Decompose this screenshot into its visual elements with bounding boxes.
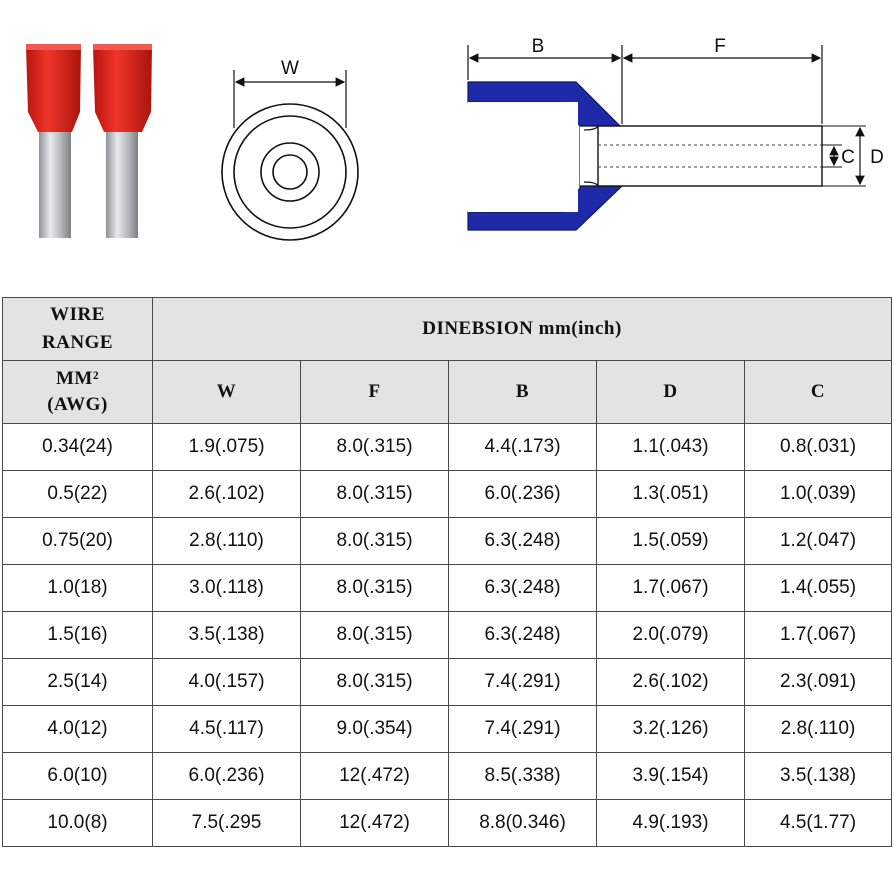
ferrule-photo-left: [26, 44, 81, 238]
dimension-table: [2, 297, 892, 847]
cell-c: 1.7(.067): [745, 612, 892, 659]
mm-awg-header: [3, 361, 153, 424]
cell-c: 1.2(.047): [745, 518, 892, 565]
cell-w: 7.5(.295: [153, 800, 301, 847]
column-header-w: W: [153, 361, 301, 424]
table-row: [3, 612, 892, 659]
wire-range-label: WIRE RANGE: [41, 304, 114, 353]
w-dimension-label: W: [281, 58, 299, 79]
cell-b: 6.0(.236): [449, 471, 597, 518]
cell-f: 8.0(.315): [301, 424, 449, 471]
cell-wire-range: 6.0(10): [3, 753, 153, 800]
cell-w: 1.9(.075): [153, 424, 301, 471]
cell-c: 0.8(.031): [745, 424, 892, 471]
cell-d: 1.5(.059): [597, 518, 745, 565]
table-row: [3, 424, 892, 471]
end-view-diagram: [222, 58, 358, 240]
cell-b: 7.4(.291): [449, 706, 597, 753]
cell-w: 4.0(.157): [153, 659, 301, 706]
mm-awg-label: MM² (AWG): [47, 368, 108, 415]
column-header-f: F: [301, 361, 449, 424]
table-row: [3, 800, 892, 847]
cell-wire-range: 0.5(22): [3, 471, 153, 518]
cell-d: 2.6(.102): [597, 659, 745, 706]
f-dimension-label: F: [714, 36, 726, 57]
table-row: [3, 565, 892, 612]
table-row: [3, 471, 892, 518]
column-header-b: B: [449, 361, 597, 424]
cell-wire-range: 2.5(14): [3, 659, 153, 706]
cell-w: 2.8(.110): [153, 518, 301, 565]
cell-d: 2.0(.079): [597, 612, 745, 659]
ferrule-photo-right: [93, 44, 152, 238]
cell-b: 7.4(.291): [449, 659, 597, 706]
cell-f: 8.0(.315): [301, 518, 449, 565]
cell-w: 3.5(.138): [153, 612, 301, 659]
cell-wire-range: 1.0(18): [3, 565, 153, 612]
cell-d: 1.3(.051): [597, 471, 745, 518]
cell-d: 3.9(.154): [597, 753, 745, 800]
cell-w: 6.0(.236): [153, 753, 301, 800]
cell-wire-range: 1.5(16): [3, 612, 153, 659]
table-row: [3, 659, 892, 706]
cell-f: 8.0(.315): [301, 659, 449, 706]
cell-f: 12(.472): [301, 800, 449, 847]
table-row: [3, 753, 892, 800]
cell-b: 6.3(.248): [449, 518, 597, 565]
cell-f: 8.0(.315): [301, 471, 449, 518]
cell-w: 4.5(.117): [153, 706, 301, 753]
side-view-diagram: [468, 36, 884, 230]
cell-b: 8.5(.338): [449, 753, 597, 800]
cell-d: 1.1(.043): [597, 424, 745, 471]
column-header-c: C: [745, 361, 892, 424]
cell-wire-range: 0.75(20): [3, 518, 153, 565]
wire-range-header: [3, 298, 153, 361]
cell-w: 2.6(.102): [153, 471, 301, 518]
column-header-d: D: [597, 361, 745, 424]
table-row: [3, 706, 892, 753]
dimension-label: DINEBSION mm(inch): [422, 318, 622, 339]
b-dimension-label: B: [531, 36, 545, 57]
cell-wire-range: 10.0(8): [3, 800, 153, 847]
cell-w: 3.0(.118): [153, 565, 301, 612]
cell-f: 8.0(.315): [301, 565, 449, 612]
cell-f: 9.0(.354): [301, 706, 449, 753]
cell-c: 1.4(.055): [745, 565, 892, 612]
c-dimension-label: C: [841, 147, 855, 168]
ferrule-diagrams: [0, 0, 894, 290]
cell-f: 12(.472): [301, 753, 449, 800]
cell-wire-range: 4.0(12): [3, 706, 153, 753]
cell-c: 3.5(.138): [745, 753, 892, 800]
cell-d: 3.2(.126): [597, 706, 745, 753]
cell-c: 4.5(1.77): [745, 800, 892, 847]
cell-b: 6.3(.248): [449, 612, 597, 659]
cell-wire-range: 0.34(24): [3, 424, 153, 471]
cell-d: 1.7(.067): [597, 565, 745, 612]
cell-f: 8.0(.315): [301, 612, 449, 659]
dimension-header: [153, 298, 892, 361]
cell-d: 4.9(.193): [597, 800, 745, 847]
table-body: [3, 424, 892, 847]
cell-c: 1.0(.039): [745, 471, 892, 518]
cell-b: 8.8(0.346): [449, 800, 597, 847]
cell-c: 2.3(.091): [745, 659, 892, 706]
table-row: [3, 518, 892, 565]
d-dimension-label: D: [870, 147, 884, 168]
cell-b: 4.4(.173): [449, 424, 597, 471]
cell-b: 6.3(.248): [449, 565, 597, 612]
cell-c: 2.8(.110): [745, 706, 892, 753]
